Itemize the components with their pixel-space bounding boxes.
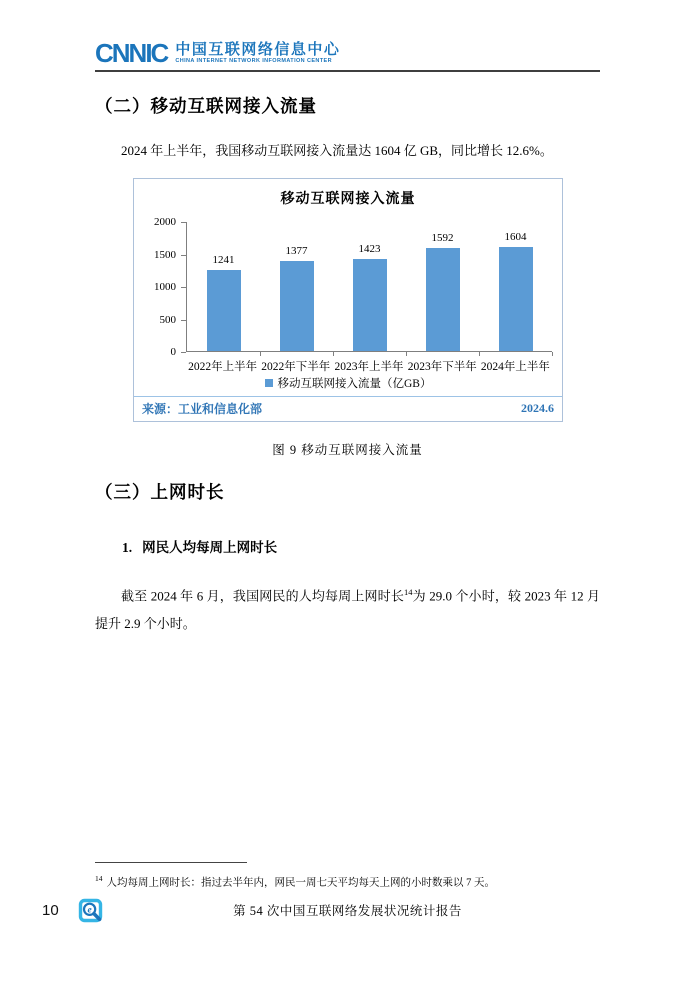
footnote-divider <box>95 862 247 863</box>
sub-heading-title: 网民人均每周上网时长 <box>142 540 278 555</box>
bar <box>207 270 241 351</box>
chart-x-axis-labels <box>186 358 552 374</box>
bar-value-label: 1423 <box>358 243 381 255</box>
org-name-cn: 中国互联网络信息中心 <box>175 42 341 58</box>
cnnic-wordmark: CNNIC <box>95 38 168 68</box>
chart-bars <box>186 222 552 352</box>
bar <box>426 248 460 351</box>
bar-2023年下半年 <box>406 222 479 351</box>
x-axis-label: 2022年下半年 <box>261 361 331 373</box>
sub-heading-number: 1. <box>122 540 133 555</box>
footnote-marker: 14 <box>95 874 103 883</box>
x-axis-label: 2023年上半年 <box>334 361 404 373</box>
chart-y-axis: 0 500 1000 1500 2000 <box>144 222 186 352</box>
cnnic-logo <box>95 38 600 66</box>
bar-value-label: 1592 <box>431 232 454 244</box>
bar-2024年上半年 <box>479 222 552 351</box>
paragraph-weekly-time <box>95 578 600 638</box>
chart-source-bar <box>134 396 562 421</box>
section-heading-mobile-traffic: （二）移动互联网接入流量 <box>95 96 317 116</box>
footnote-text <box>95 872 600 891</box>
sub-heading-weekly-time <box>122 536 600 556</box>
svg-text:e: e <box>87 905 92 916</box>
bar-value-label: 1377 <box>285 245 308 257</box>
chart-source: 来源：工业和信息化部 <box>142 402 263 416</box>
x-axis-label: 2023年下半年 <box>407 361 477 373</box>
footnote-body: 人均每周上网时长：指过去半年内，网民一周七天平均每天上网的小时数乘以 7 天。 <box>106 877 495 889</box>
footer-report-title: 第 54 次中国互联网络发展状况统计报告 <box>233 904 462 918</box>
x-axis-label: 2022年上半年 <box>188 361 258 373</box>
bar-value-label: 1241 <box>212 254 235 266</box>
figure-9-chart <box>133 178 563 422</box>
org-name-en: CHINA INTERNET NETWORK INFORMATION CENTER <box>175 58 332 64</box>
chart-plot-area <box>144 216 552 373</box>
bar-2022年下半年 <box>260 222 333 351</box>
figure-caption: 图 9 移动互联网接入流量 <box>272 443 423 457</box>
bar <box>280 261 314 351</box>
x-axis-label: 2024年上半年 <box>480 361 550 373</box>
cnnic-magnifier-icon <box>78 898 105 925</box>
section-heading-online-time: （三）上网时长 <box>95 482 225 502</box>
chart-date: 2024.6 <box>521 401 554 415</box>
chart-legend <box>134 374 562 392</box>
org-name-block <box>175 42 340 66</box>
bar-2023年上半年 <box>333 222 406 351</box>
bar <box>353 259 387 351</box>
page-header <box>95 38 600 72</box>
footnote-reference: 14 <box>404 587 413 597</box>
bar <box>499 247 533 351</box>
chart-title: 移动互联网接入流量 <box>280 192 416 207</box>
legend-swatch-icon <box>265 379 273 387</box>
footnote-area <box>95 862 600 891</box>
page-number: 10 <box>42 902 59 919</box>
paragraph-text: 为 29.0 个小时，较 2023 年 12 月提升 2.9 个小时。 <box>95 588 600 632</box>
paragraph-text: 截至 2024 年 6 月，我国网民的人均每周上网时长 <box>121 588 404 604</box>
paragraph-mobile-traffic: 2024 年上半年，我国移动互联网接入流量达 1604 亿 GB，同比增长 12.6%。 <box>121 143 553 158</box>
page-footer <box>0 894 695 932</box>
bar-2022年上半年 <box>187 222 260 351</box>
legend-label: 移动互联网接入流量（亿GB） <box>277 378 432 390</box>
bar-value-label: 1604 <box>504 231 527 243</box>
header-divider <box>95 70 600 72</box>
